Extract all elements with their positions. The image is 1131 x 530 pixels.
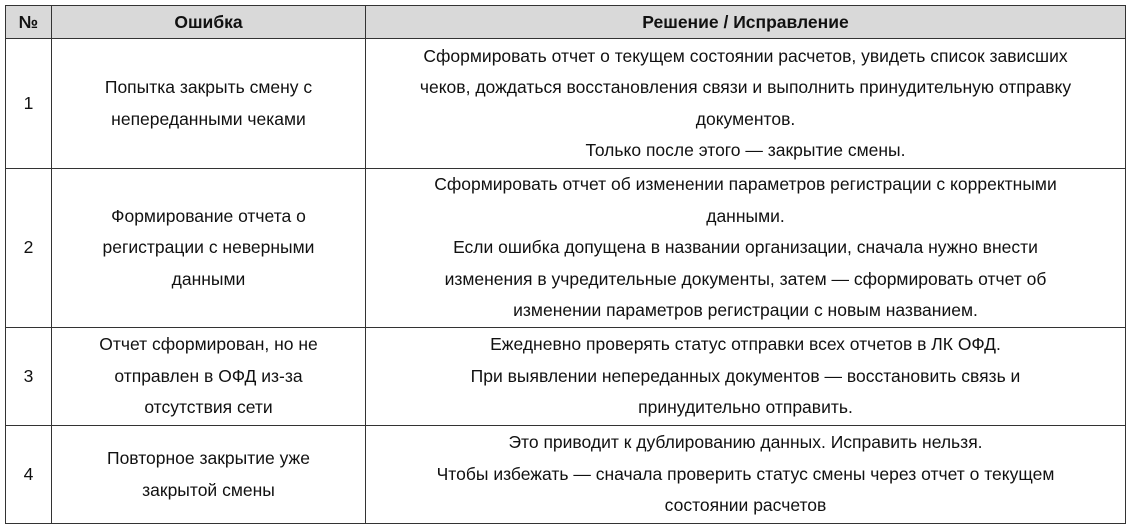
solution-line: принудительно отправить. <box>638 397 853 418</box>
solution-line: Сформировать отчет об изменении параметров регистрации с корректными <box>434 174 1057 195</box>
table-row <box>6 39 1126 169</box>
header-row <box>6 6 1126 39</box>
solution-cell <box>366 39 1126 169</box>
solution-line: Если ошибка допущена в названии организации, сначала нужно внести <box>453 237 1038 258</box>
solution-line: изменении параметров регистрации с новым названием. <box>513 300 978 321</box>
header-error: Ошибка <box>52 6 366 39</box>
table-row <box>6 169 1126 328</box>
solution-line: Чтобы избежать — сначала проверить статус смены через отчет о текущем <box>436 463 1055 484</box>
solution-line: данными. <box>706 205 785 226</box>
solution-line: Только после этого — закрытие смены. <box>585 140 906 160</box>
error-solution-table <box>5 5 1126 524</box>
header-number: № <box>6 6 52 39</box>
error-line: непереданными чеками <box>111 108 306 129</box>
row-number: 3 <box>6 328 52 426</box>
solution-line: состоянии расчетов <box>664 495 827 516</box>
solution-line: документов. <box>695 108 796 129</box>
error-cell <box>52 426 366 524</box>
error-line: закрытой смены <box>142 479 275 500</box>
header-solution: Решение / Исправление <box>366 6 1126 39</box>
error-line: Повторное закрытие уже <box>107 448 310 468</box>
error-line: данными <box>171 268 246 289</box>
solution-line: Сформировать отчет о текущем состоянии расчетов, увидеть список зависших <box>423 45 1068 66</box>
table-row <box>6 328 1126 426</box>
row-number: 4 <box>6 426 52 524</box>
error-table-container <box>5 5 1125 523</box>
solution-cell <box>366 328 1126 426</box>
error-cell <box>52 328 366 426</box>
solution-line: При выявлении непереданных документов — восстановить связь и <box>470 365 1021 386</box>
error-line: Формирование отчета о <box>111 205 306 226</box>
row-number: 2 <box>6 169 52 328</box>
error-line: Попытка закрыть смену с <box>104 77 313 97</box>
solution-cell <box>366 169 1126 328</box>
solution-cell <box>366 426 1126 524</box>
table-row <box>6 426 1126 524</box>
solution-line: Это приводит к дублированию данных. Исправить нельзя. <box>508 432 983 453</box>
row-number: 1 <box>6 39 52 169</box>
solution-line: чеков, дождаться восстановления связи и выполнить принудительную отправку <box>419 77 1072 97</box>
solution-line: изменения в учредительные документы, затем — сформировать отчет об <box>444 268 1047 289</box>
error-cell <box>52 169 366 328</box>
error-line: отсутствия сети <box>144 397 273 418</box>
error-line: Отчет сформирован, но не <box>99 334 318 355</box>
error-cell <box>52 39 366 169</box>
error-line: регистрации с неверными <box>102 237 315 258</box>
error-line: отправлен в ОФД из-за <box>114 365 303 386</box>
solution-line: Ежедневно проверять статус отправки всех отчетов в ЛК ОФД. <box>490 334 1001 355</box>
